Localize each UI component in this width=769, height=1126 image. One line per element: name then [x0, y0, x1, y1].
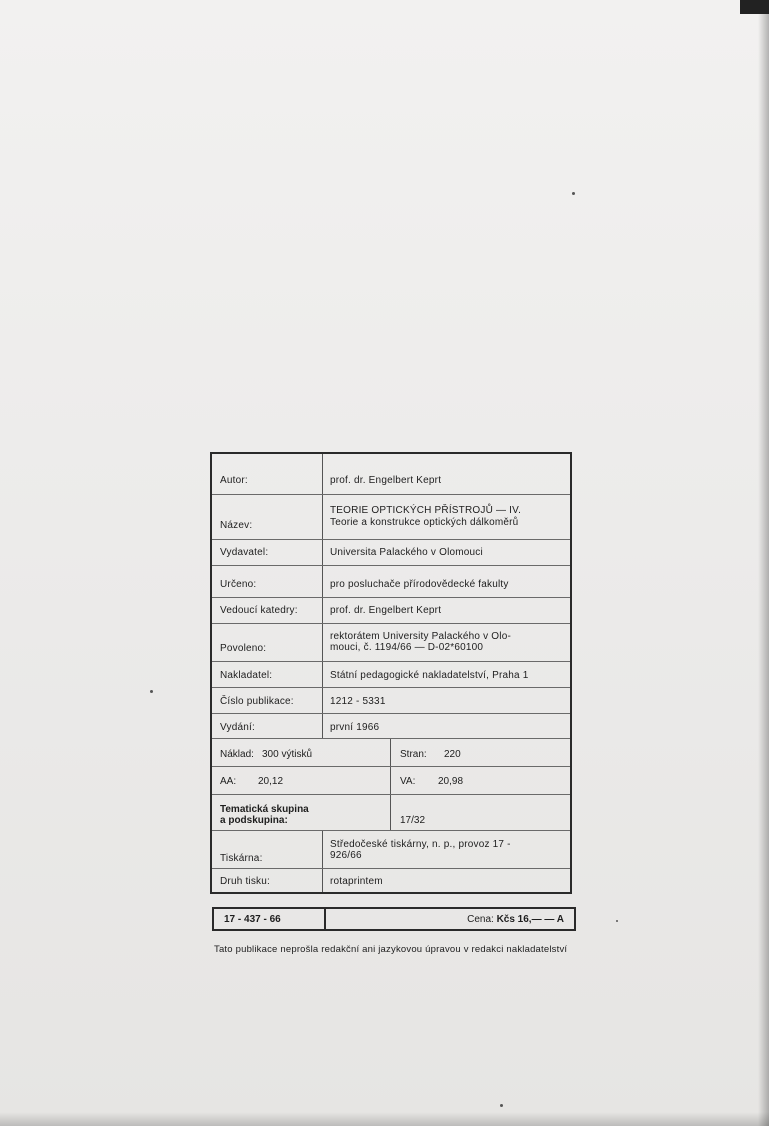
- cena-amount: Kčs 16,— — A: [496, 914, 564, 925]
- speck: [616, 920, 618, 922]
- cena-label: Cena:: [467, 914, 494, 925]
- naklad-value: 300 výtisků: [262, 749, 313, 760]
- autor-value: prof. dr. Engelbert Keprt: [330, 475, 442, 486]
- row-aa-va: [212, 766, 570, 794]
- row-urceno: [212, 565, 570, 597]
- row-tematicka: [212, 794, 570, 830]
- row-vedouci: [212, 597, 570, 623]
- urceno-value: pro posluchače přírodovědecké fakulty: [330, 579, 509, 590]
- tematicka-value: 17/32: [400, 815, 426, 826]
- row-povoleno: [212, 623, 570, 661]
- row-tiskarna: [212, 830, 570, 868]
- editorial-note: Tato publikace neprošla redakční ani jazykovou úpravou v redakci nakladatelství: [214, 944, 568, 955]
- row-naklad-stran: [212, 738, 570, 766]
- tematicka-label-line1: Tematická skupina: [220, 804, 309, 815]
- row-nakladatel: [212, 661, 570, 687]
- nazev-subtitle: Teorie a konstrukce optických dálkoměrů: [330, 517, 519, 528]
- druh-value: rotaprintem: [330, 876, 383, 887]
- nazev-label: Název:: [220, 520, 253, 531]
- nakladatel-value: Státní pedagogické nakladatelství, Praha 1: [330, 670, 529, 681]
- price-divider: [324, 909, 326, 929]
- speck: [572, 192, 575, 195]
- druh-label: Druh tisku:: [220, 876, 270, 887]
- aa-value: 20,12: [258, 776, 284, 787]
- tiskarna-line2: 926/66: [330, 850, 362, 861]
- vydavatel-label: Vydavatel:: [220, 547, 269, 558]
- colophon-table: [210, 452, 572, 894]
- aa-label: AA:: [220, 776, 237, 787]
- scan-edge-bottom: [0, 1112, 769, 1126]
- vydani-label: Vydání:: [220, 722, 255, 733]
- urceno-label: Určeno:: [220, 579, 257, 590]
- povoleno-line2: mouci, č. 1194/66 — D-02*60100: [330, 642, 484, 653]
- vedouci-value: prof. dr. Engelbert Keprt: [330, 605, 442, 616]
- povoleno-line1: rektorátem University Palackého v Olo-: [330, 631, 511, 642]
- scan-edge-right: [758, 14, 769, 1126]
- row-druh: [212, 868, 570, 892]
- speck: [150, 690, 153, 693]
- scan-edge-top: [740, 0, 769, 14]
- nazev-title: TEORIE OPTICKÝCH PŘÍSTROJŮ — IV.: [330, 505, 522, 516]
- naklad-label: Náklad:: [220, 749, 254, 760]
- price-strip: [212, 907, 576, 931]
- row-autor: [212, 454, 570, 494]
- speck: [500, 1104, 503, 1107]
- va-value: 20,98: [438, 776, 464, 787]
- tiskarna-line1: Středočeské tiskárny, n. p., provoz 17 -: [330, 839, 511, 850]
- stran-label: Stran:: [400, 749, 427, 760]
- price-value: [467, 914, 564, 925]
- nakladatel-label: Nakladatel:: [220, 670, 273, 681]
- vydavatel-value: Universita Palackého v Olomouci: [330, 547, 483, 558]
- row-vydani: [212, 713, 570, 738]
- cislo-label: Číslo publikace:: [220, 696, 294, 707]
- tiskarna-label: Tiskárna:: [220, 853, 263, 864]
- vedouci-label: Vedoucí katedry:: [220, 605, 298, 616]
- row-vydavatel: [212, 539, 570, 565]
- stran-value: 220: [444, 749, 461, 760]
- autor-label: Autor:: [220, 475, 248, 486]
- va-label: VA:: [400, 776, 416, 787]
- row-nazev: [212, 494, 570, 539]
- povoleno-label: Povoleno:: [220, 643, 267, 654]
- vydani-value: první 1966: [330, 722, 380, 733]
- publication-code: 17 - 437 - 66: [224, 914, 281, 925]
- cislo-value: 1212 - 5331: [330, 696, 386, 707]
- row-cislo: [212, 687, 570, 713]
- tematicka-label-line2: a podskupina:: [220, 815, 288, 826]
